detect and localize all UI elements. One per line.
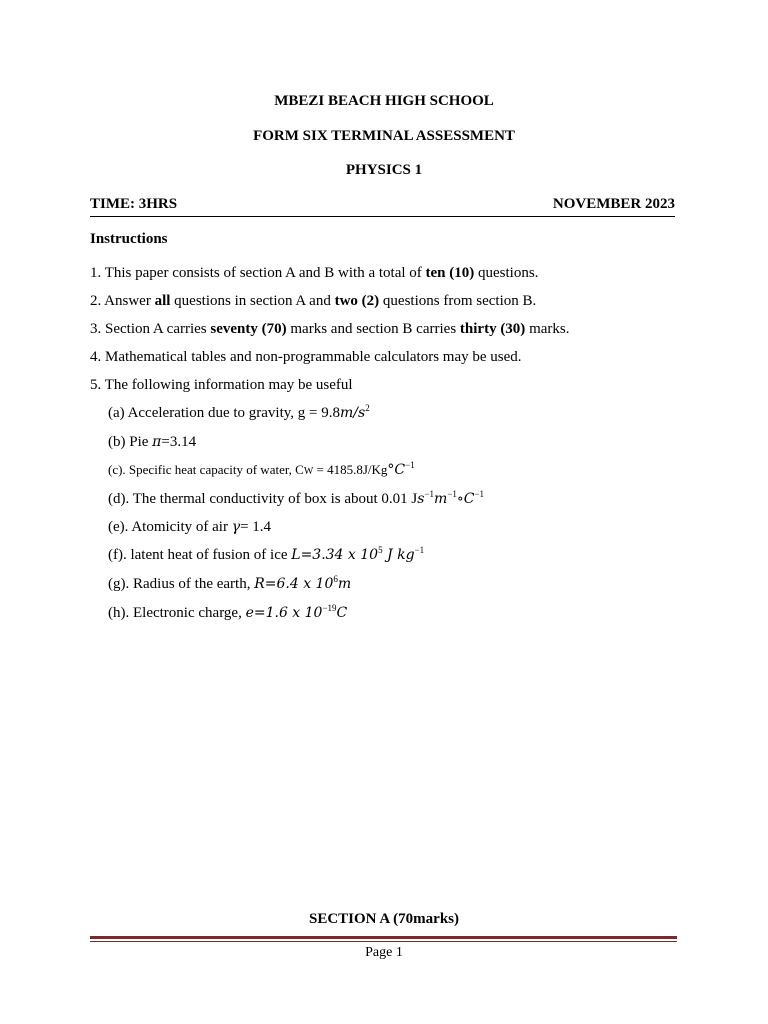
instructions-heading: Instructions [90, 231, 168, 247]
math: γ [231, 519, 241, 535]
bold-text: ten (10) [425, 265, 475, 281]
exponent: −1 [405, 460, 415, 470]
math: J kg [382, 547, 415, 563]
math: °C [387, 462, 406, 478]
exponent: −1 [447, 489, 457, 499]
instruction-4: 4. Mathematical tables and non-programmable calculators may be used. [90, 349, 522, 365]
constant-pi [108, 434, 196, 451]
exam-date: NOVEMBER 2023 [552, 196, 675, 212]
text: 3. Section A carries [90, 321, 211, 337]
text: 2. Answer [90, 293, 155, 309]
text: (a) Acceleration due to gravity, g = 9.8 [108, 405, 340, 421]
instruction-3 [90, 321, 569, 338]
text: marks. [525, 321, 570, 337]
thin-rule [90, 941, 677, 942]
text: (c). Specific heat capacity of water, C [108, 462, 304, 477]
instruction-2 [90, 293, 536, 310]
text: (e). Atomicity of air [108, 519, 232, 535]
text: = 4185.8J/Kg [313, 462, 388, 477]
constant-thermal-conductivity [108, 491, 484, 508]
text: = 1.4 [240, 519, 272, 535]
math: e=1.6 x 10 [245, 605, 323, 621]
constant-latent-heat [108, 547, 424, 564]
text: questions from section B. [379, 293, 537, 309]
math: C [336, 605, 348, 621]
thick-rule [90, 936, 677, 939]
instruction-5: 5. The following information may be useful [90, 377, 353, 393]
subject-title: PHYSICS 1 [345, 162, 423, 178]
section-a-heading: SECTION A (70marks) [308, 911, 460, 927]
constant-atomicity [108, 519, 271, 536]
constant-gravity [108, 405, 370, 422]
instruction-1 [90, 265, 538, 282]
text: questions in section A and [170, 293, 335, 309]
bold-text: seventy (70) [210, 321, 287, 337]
subscript: W [303, 466, 314, 477]
text: 1. This paper consists of section A and B with a total of [90, 265, 426, 281]
exponent: −1 [414, 545, 425, 555]
exponent: −19 [322, 603, 337, 613]
math: m/s [340, 405, 366, 421]
exponent: 6 [333, 574, 338, 584]
text: questions. [474, 265, 539, 281]
math: π [152, 434, 162, 450]
text: (g). Radius of the earth, [108, 576, 255, 592]
constant-electronic-charge [108, 605, 347, 622]
exponent: 2 [365, 403, 370, 413]
bold-text: thirty (30) [459, 321, 526, 337]
exponent: 5 [378, 545, 383, 555]
math: ∘C [456, 491, 475, 507]
math: s [417, 491, 425, 507]
time-allowed: TIME: 3HRS [90, 196, 178, 212]
text: =3.14 [161, 434, 197, 450]
math: R=6.4 x 10 [254, 576, 334, 592]
text: (d). The thermal conductivity of box is about 0.01 J [108, 491, 418, 507]
footer-divider [90, 936, 677, 942]
math: m [434, 491, 448, 507]
constant-specific-heat [108, 462, 415, 479]
exam-title: FORM SIX TERMINAL ASSESSMENT [253, 128, 515, 144]
bold-text: all [154, 293, 171, 309]
text: (f). latent heat of fusion of ice [108, 547, 292, 563]
exponent: −1 [424, 489, 435, 499]
time-date-row [90, 196, 675, 217]
math: L=3.34 x 10 [291, 547, 379, 563]
school-name: MBEZI BEACH HIGH SCHOOL [274, 93, 494, 109]
exponent: −1 [474, 489, 485, 499]
math: m [337, 576, 352, 592]
page-number: Page 1 [365, 945, 403, 960]
text: (h). Electronic charge, [108, 605, 246, 621]
constant-earth-radius [108, 576, 351, 593]
bold-text: two (2) [334, 293, 380, 309]
text: (b) Pie [108, 434, 153, 450]
text: marks and section B carries [286, 321, 460, 337]
